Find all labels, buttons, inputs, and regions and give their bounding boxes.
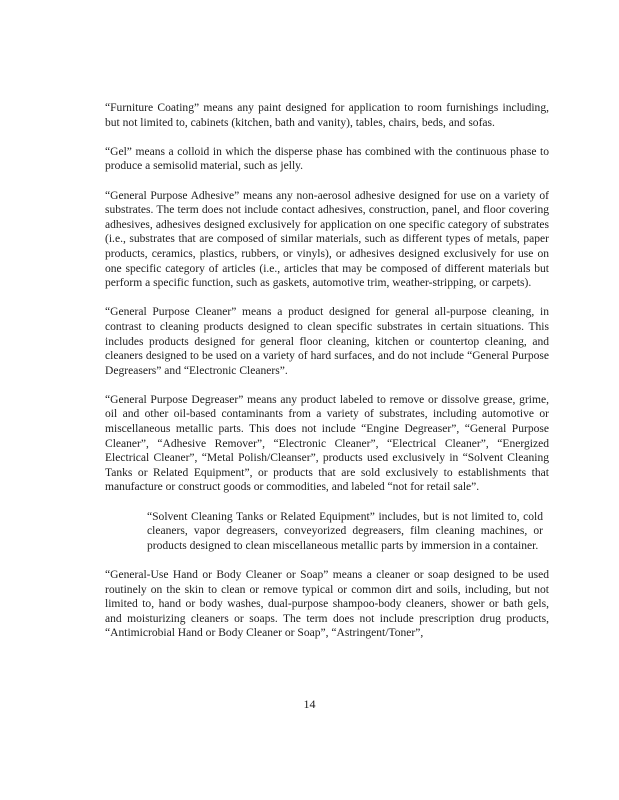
page-number: 14 bbox=[303, 697, 316, 711]
definition-solvent-cleaning-tanks: “Solvent Cleaning Tanks or Related Equipment” includes, but is not limited to, cold cleaners, vapor degreasers, conveyorized degreasers, film cleaning machines, or products designed to clean miscellaneous metallic parts by immersion in a container. bbox=[147, 510, 543, 552]
definition-general-use-hand-body-cleaner: “General-Use Hand or Body Cleaner or Soap” means a cleaner or soap designed to be used routinely on the skin to clean or remove typical or common dirt and soils, including, but not limited to, hand or body washes, dual-purpose shampoo-body cleaners, shower or bath gels, and moisturizing cleaners or soaps. The term does not include prescription drug products, “Antimicrobial Hand or Body Cleaner or Soap”, “Astringent/Toner”, bbox=[105, 569, 549, 640]
definition-general-purpose-degreaser: “General Purpose Degreaser” means any product labeled to remove or dissolve grease, grime, oil and other oil-based contaminants from a variety of substrates, including automotive or miscellaneous metallic parts. This does not include “Engine Degreaser”, “General Purpose Cleaner”, “Adhesive Remover”, “Electronic Cleaner”, “Electrical Cleaner”, “Energized Electrical Cleaner”, “Metal Polish/Cleanser”, products used exclusively in “Solvent Cleaning Tanks or Related Equipment”, or products that are sold exclusively to establishments that manufacture or construct goods or commodities, and labeled “not for retail sale”. bbox=[105, 393, 549, 494]
definitions-text bbox=[105, 101, 549, 656]
definition-general-purpose-adhesive: “General Purpose Adhesive” means any non-aerosol adhesive designed for use on a variety of substrates. The term does not include contact adhesives, construction, panel, and floor covering adhesives, adhesives designed exclusively for application on one specific category of substrates (i.e., substrates that are composed of similar materials, such as different types of metals, paper products, ceramics, plastics, rubbers, or vinyls), or adhesives designed exclusively for use on one specific category of articles (i.e., articles that may be composed of different materials but perform a specific function, such as gaskets, automotive trim, weather-stripping, or carpets). bbox=[105, 189, 549, 290]
definition-furniture-coating: “Furniture Coating” means any paint designed for application to room furnishings including, but not limited to, cabinets (kitchen, bath and vanity), tables, chairs, beds, and sofas. bbox=[105, 102, 549, 129]
definition-gel: “Gel” means a colloid in which the disperse phase has combined with the continuous phase to produce a semisolid material, such as jelly. bbox=[105, 145, 549, 173]
definition-general-purpose-cleaner: “General Purpose Cleaner” means a product designed for general all-purpose cleaning, in contrast to cleaning products designed to clean specific substrates in certain situations. This includes products designed for general floor cleaning, kitchen or countertop cleaning, and cleaners designed to be used on a variety of hard surfaces, and do not include “General Purpose Degreasers” and “Electronic Cleaners”. bbox=[105, 306, 549, 377]
